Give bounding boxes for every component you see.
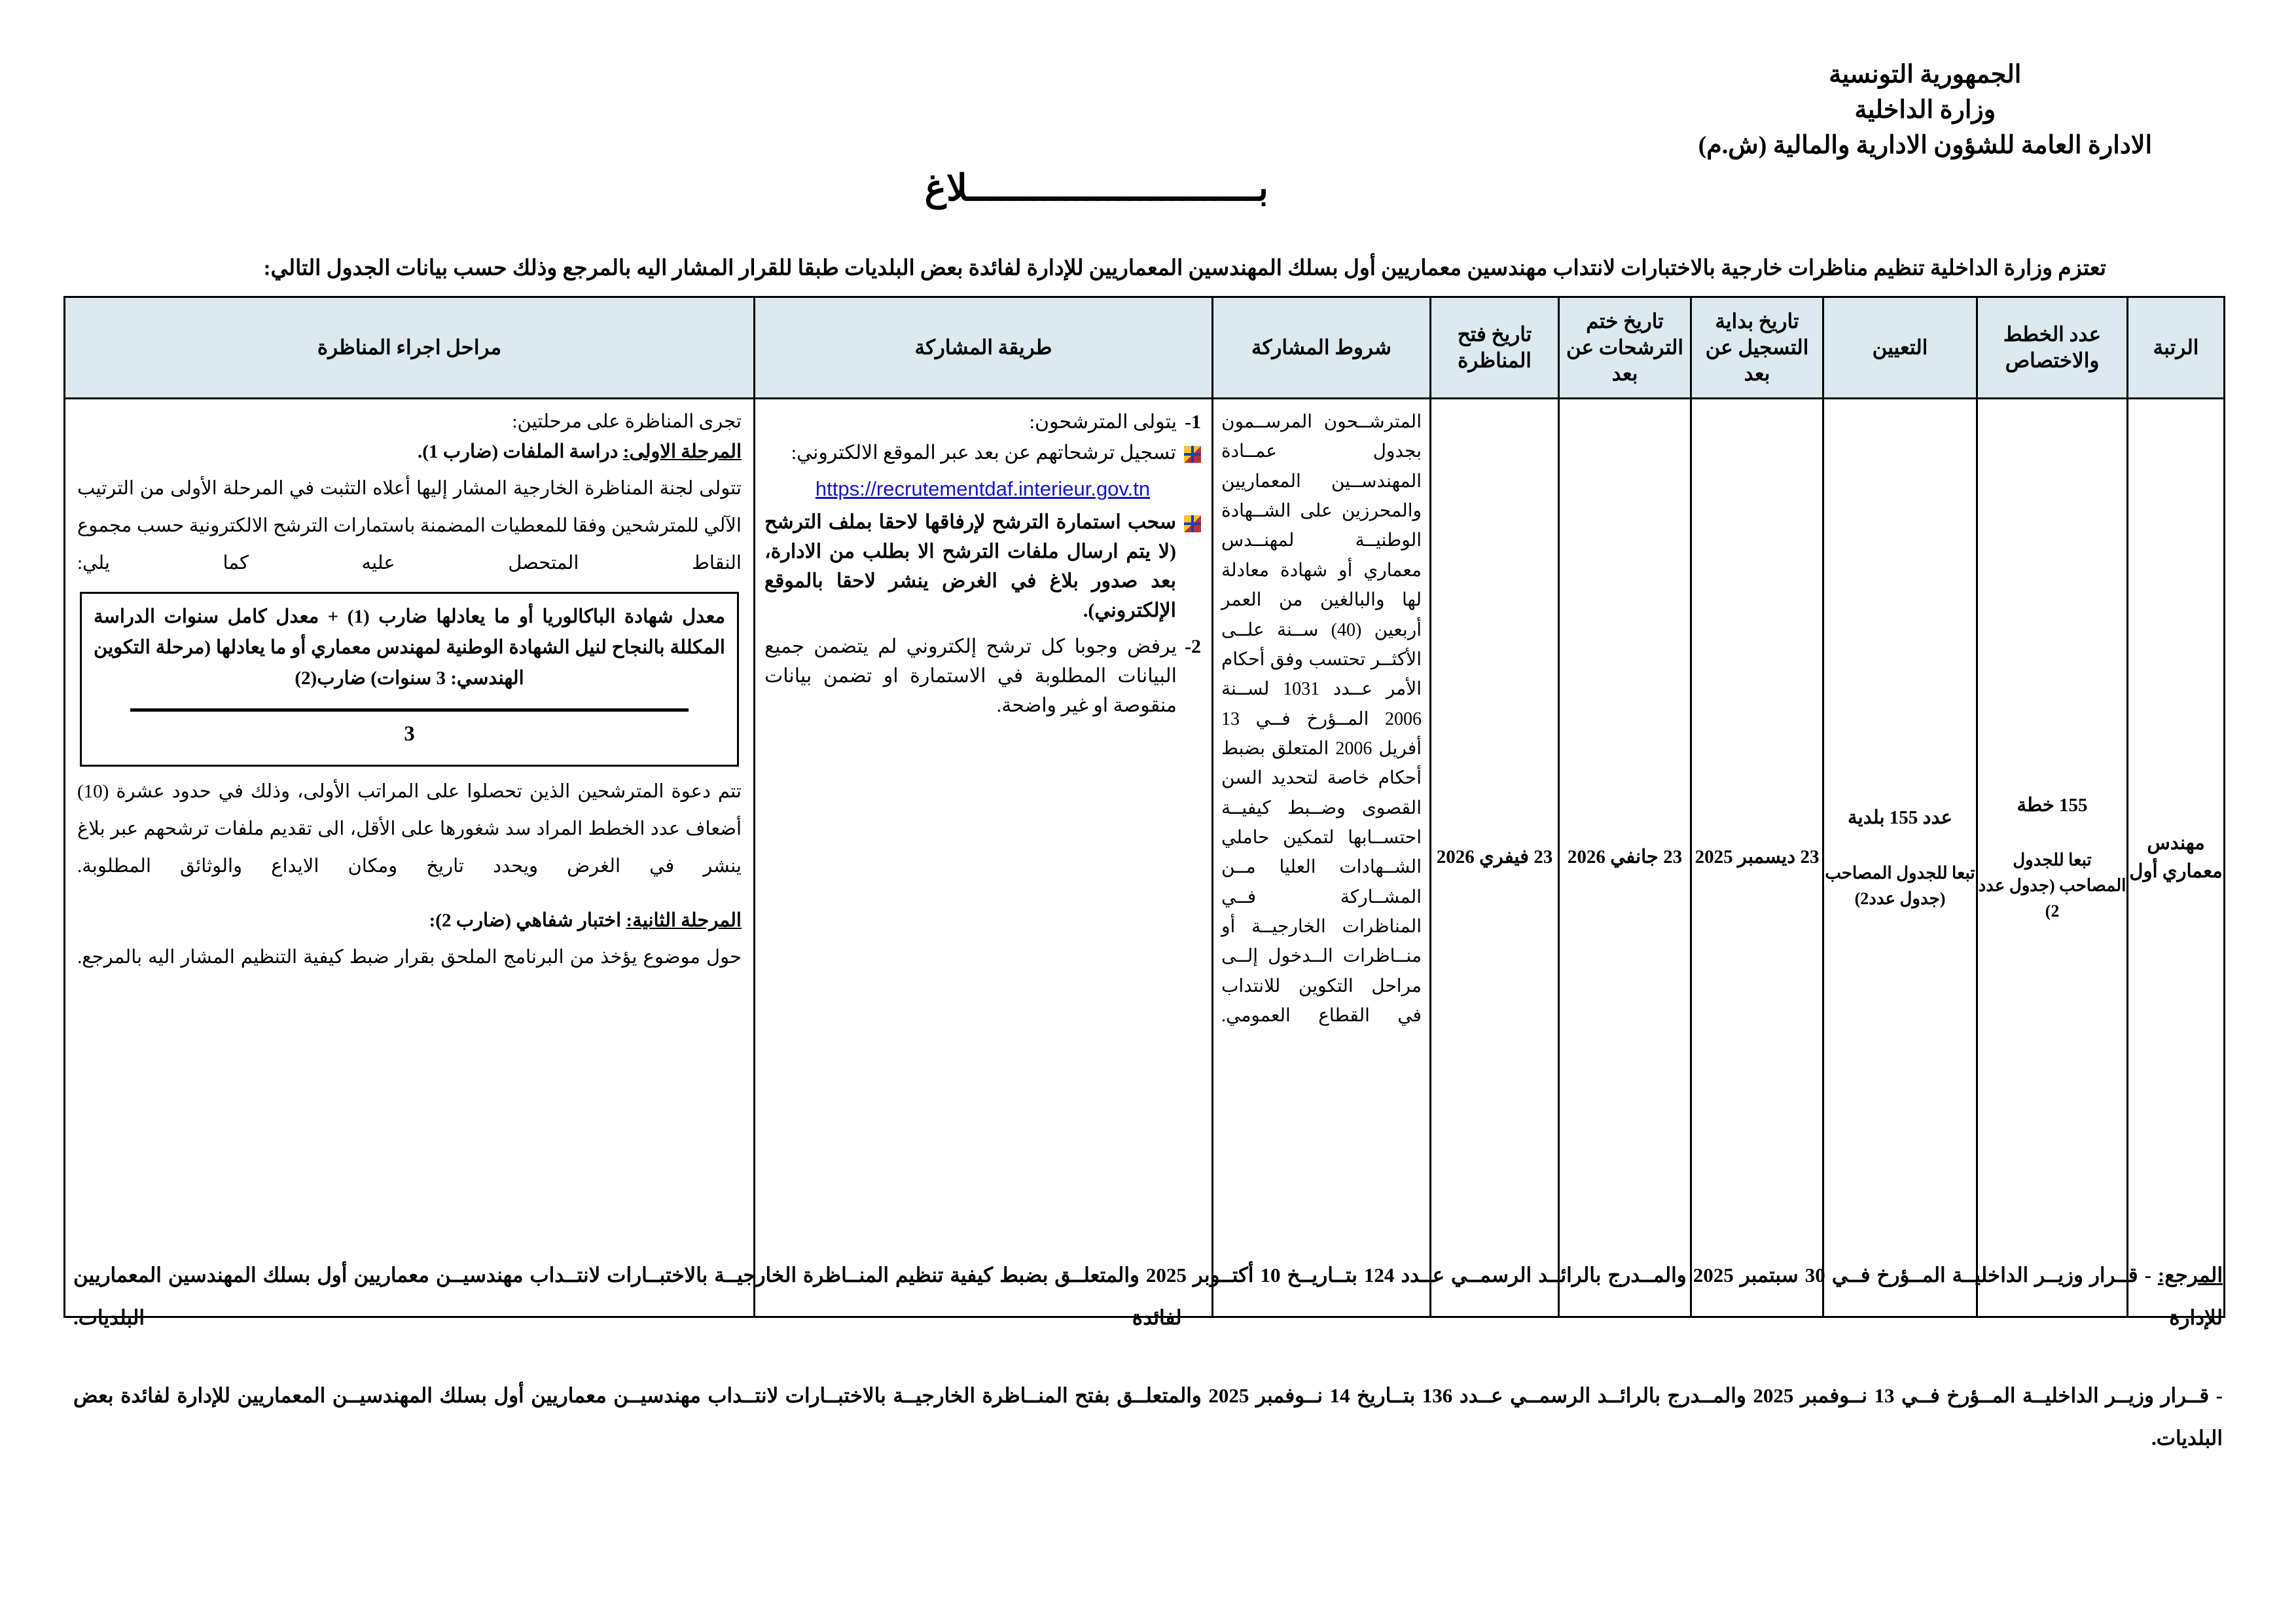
col-header-assignment: التعيين — [1823, 297, 1977, 399]
letterhead — [1698, 58, 2152, 164]
method-bullet-1 — [764, 438, 1201, 467]
bullet-1-text: تسجيل ترشحاتهم عن بعد عبر الموقع الالكتروني: — [791, 442, 1176, 464]
intro-paragraph: تعتزم وزارة الداخلية تنظيم مناظرات خارجية بالاختبارات لانتداب مهندسين معماريين أول بسلك المهندسين المعماريين للإدارة لفائدة بعض البلديات طبقا للقرار المشار اليه بالمرجع وذلك حسب بيانات الجدول التالي: — [263, 257, 2106, 280]
scoring-formula-box — [80, 592, 739, 767]
col-header-closing-date: تاريخ ختم الترشحات عن بعد — [1559, 297, 1691, 399]
plans-note: تبعا للجدول المصاحب (جدول عدد 2) — [1978, 850, 2126, 921]
stage-1-paragraph-2: تتم دعوة المترشحين الذين تحصلوا على المراتب الأولى، وذلك في حدود عشرة (10) أضعاف عدد الخطط المراد سد شغورها على الأقل، الى تقديم ملفات ترشحهم عبر بلاغ ينشر في الغرض ويحدد تاريخ ومكان الايداع والوثائق المطلوبة. — [77, 781, 742, 877]
method-step-1 — [764, 407, 1201, 437]
stage-1-paragraph: تتولى لجنة المناظرة الخارجية المشار إليها أعلاه التثبت في المرحلة الأولى من الترتيب الآلي للمترشحين وفقا للمعطيات المضمنة باستمارات الترشح الالكترونية حسب مجموع النقاط المتحصل عليه كما يلي: — [77, 478, 742, 574]
stage-1-title: دراسة الملفات (ضارب 1). — [418, 441, 623, 462]
page-title: بـــــــــــــــــــــــــــلاغ — [924, 168, 1268, 209]
col-header-conditions: شروط المشاركة — [1213, 297, 1431, 399]
col-header-opening-date: تاريخ فتح المناظرة — [1431, 297, 1559, 399]
col-header-registration-start: تاريخ بداية التسجيل عن بعد — [1691, 297, 1823, 399]
reference-1 — [73, 1254, 2223, 1339]
stage-1-heading — [77, 438, 742, 467]
cell-opening-date: 23 فيفري 2026 — [1431, 399, 1559, 1317]
cell-participation-method — [755, 399, 1213, 1317]
bullet-2-text: سحب استمارة الترشح لإرفاقها لاحقا بملف الترشح (لا يتم ارسال ملفات الترشح الا بطلب من الادارة، بعد صدور بلاغ في الغرض ينشر لاحقا بالموقع الإلكتروني). — [764, 511, 1176, 621]
reference-1-text: - قــرار وزيــر الداخليــة المــؤرخ فــي 30 سبتمبر 2025 والمــدرج بالرائــد الرسمــي عــدد 124 بتــاريــخ 10 أكتــوبر 2025 والمتعلــق بضبط كيفية تنظيم المنــاظرة الخارجيــة بالاختبــارات لانتــداب مهندسيــن معماريين أول بسلك المهندسين المعماريين للإدارة لفائدة البلديات. — [73, 1264, 2223, 1330]
plans-count: 155 خطة — [2017, 794, 2088, 816]
col-header-rank: الرتبة — [2128, 297, 2225, 399]
letterhead-line-republic: الجمهورية التونسية — [1829, 61, 2022, 88]
stage-2-label: المرحلة الثانية: — [626, 910, 742, 932]
registration-url-link[interactable]: https://recrutementdaf.interieur.gov.tn — [815, 477, 1151, 500]
stage-2-paragraph: حول موضوع يؤخذ من البرنامج الملحق بقرار ضبط كيفية التنظيم المشار اليه بالمرجع. — [77, 946, 742, 968]
colored-square-bullet-icon — [1184, 515, 1201, 532]
stage-1-label: المرحلة الاولى: — [622, 441, 742, 462]
stage-2-title: اختبار شفاهي (ضارب 2): — [429, 910, 626, 932]
conditions-text: المترشــحون المرســمون بجدول عمــادة المهندســين المعماريين والمحرزين على الشــهادة الوطنيــة لمهنــدس معماري أو شهادة معادلة لها والبالغين من العمر أربعين (40) ســنة علــى الأكثــر تحتسب وفق أحكام الأمر عــدد 1031 لســنة 2006 المــؤرخ فــي 13 أفريل 2006 المتعلق بضبط أحكام خاصة لتحديد السن القصوى وضــبط كيفيــة احتســابها لتمكين حاملي الشــهادات العليا مــن المشــاركة فــي المناظرات الخارجيــة أو منــاظرات الــدخول إلــى مراحل التكوين للانتداب في القطاع العمومي. — [1221, 412, 1422, 1027]
references-section — [73, 1254, 2223, 1495]
colored-square-bullet-icon — [1184, 446, 1201, 463]
col-header-method: طريقة المشاركة — [755, 297, 1213, 399]
stages-lead-text: تجرى المناظرة على مرحلتين: — [512, 411, 742, 432]
step-2-number: 2- — [1185, 635, 1201, 657]
letterhead-line-ministry: وزارة الداخلية — [1854, 96, 1996, 124]
formula-denominator: 3 — [404, 721, 415, 746]
method-step-2 — [764, 632, 1201, 720]
references-label: المرجع: — [2157, 1264, 2223, 1286]
cell-plans — [1977, 399, 2128, 1317]
reference-2-text: - قــرار وزيــر الداخليــة المــؤرخ فــي 13 نــوفمبر 2025 والمــدرج بالرائــد الرسمــي عــدد 136 بتــاريخ 14 نــوفمبر 2025 والمتعلــق بفتح المنــاظرة الخارجيــة بالاختبــارات لانتــداب مهندسيــن معماريين أول بسلك المهندسيــن المعماريين للإدارة لفائدة بعض البلديات. — [73, 1384, 2223, 1450]
formula-fraction-bar — [130, 708, 689, 712]
letterhead-line-directorate: الادارة العامة للشؤون الادارية والمالية (ش.م) — [1698, 131, 2152, 159]
col-header-plans: عدد الخطط والاختصاص — [1977, 297, 2128, 399]
announcement-table — [63, 296, 2225, 1318]
cell-registration-start-date: 23 ديسمبر 2025 — [1691, 399, 1823, 1317]
step-1-text: يتولى المترشحون: — [1029, 411, 1177, 433]
step-1-number: 1- — [1185, 411, 1201, 433]
participation-steps — [755, 399, 1211, 720]
assignment-count: عدد 155 بلدية — [1848, 807, 1952, 829]
method-bullet-2 — [764, 507, 1201, 625]
cell-assignment — [1823, 399, 1977, 1317]
cell-closing-date: 23 جانفي 2026 — [1559, 399, 1691, 1317]
cell-rank: مهندس معماري أول — [2128, 399, 2225, 1317]
reference-2 — [73, 1374, 2223, 1459]
cell-competition-stages — [65, 399, 755, 1317]
col-header-stages: مراحل اجراء المناظرة — [65, 297, 755, 399]
table-row — [65, 399, 2225, 1317]
formula-numerator: معدل شهادة الباكالوريا أو ما يعادلها ضارب (1) + معدل كامل سنوات الدراسة المكللة بالنجاح لنيل الشهادة الوطنية لمهندس معماري أو ما يعادلها (مرحلة التكوين الهندسي: 3 سنوات) ضارب(2) — [94, 606, 725, 689]
table-header-row — [65, 297, 2225, 399]
step-2-text: يرفض وجوبا كل ترشح إلكتروني لم يتضمن جميع البيانات المطلوبة في الاستمارة او تضمن بيانات منقوصة او غير واضحة. — [764, 635, 1177, 716]
registration-url-row — [764, 474, 1201, 505]
stage-2-heading — [77, 907, 742, 936]
stages-content — [65, 399, 753, 976]
assignment-note: تبعا للجدول المصاحب (جدول عدد2) — [1825, 863, 1975, 908]
cell-conditions — [1213, 399, 1431, 1317]
